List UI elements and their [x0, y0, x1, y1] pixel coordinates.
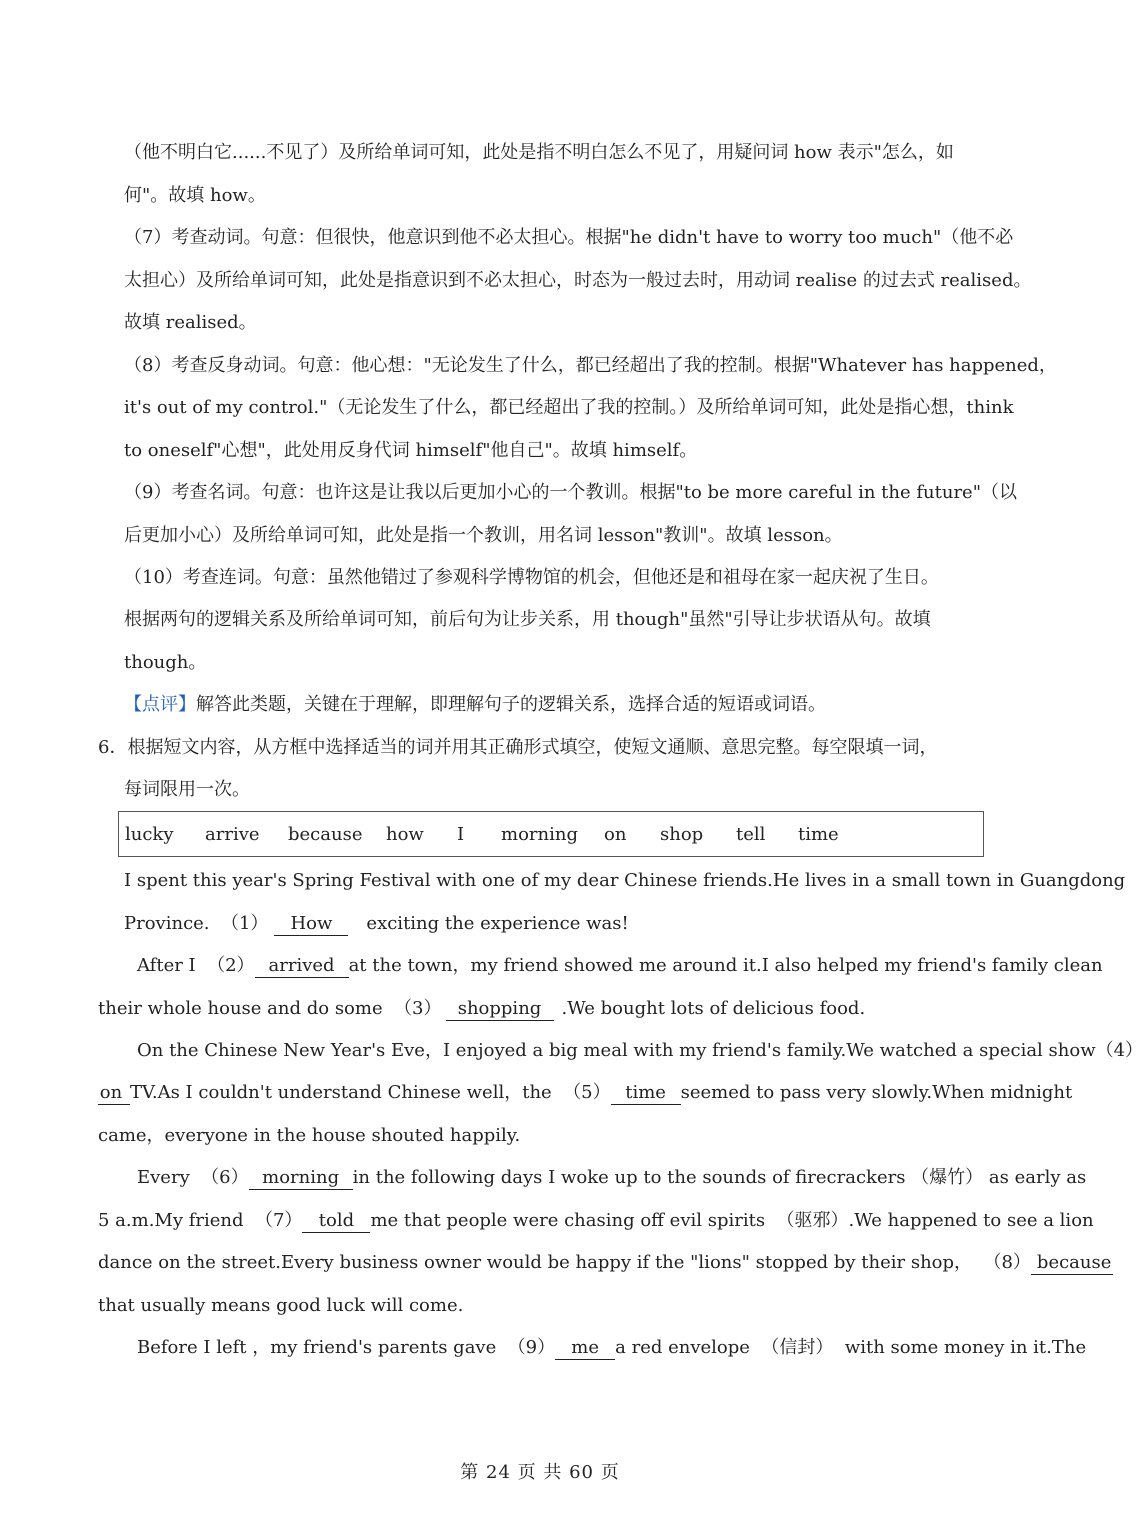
passage-line [98, 1124, 986, 1148]
text: at the town，my friend showed me around it.I also helped my friend's family clean [348, 955, 1103, 976]
text: Province. （1） [124, 913, 269, 934]
explanation-line [124, 311, 986, 335]
passage-line [124, 912, 986, 936]
answer-blank-7: told [302, 1210, 370, 1233]
comment-text: 解答此类题，关键在于理解，即理解句子的逻辑关系，选择合适的短语或词语。 [196, 694, 826, 715]
text: Before I left ，my friend's parents gave （9） [137, 1337, 556, 1358]
explanation-line [124, 269, 1032, 293]
passage-line [124, 869, 1126, 893]
answer-blank-4: on [98, 1082, 130, 1105]
page-number: 第 24 页 共 60 页 [460, 1462, 620, 1483]
text: though。 [124, 652, 207, 673]
text: （7）考查动词。句意：但很快，他意识到他不必太担心。根据"he didn't have to worry too much"（他不必 [124, 227, 1014, 248]
text: me that people were chasing off evil spirits （驱邪）.We happened to see a lion [370, 1210, 1094, 1231]
word-bank-item: time [798, 823, 839, 845]
passage-line [137, 1039, 1143, 1063]
text: 太担心）及所给单词可知，此处是指意识到不必太担心，时态为一般过去时，用动词 realise 的过去式 realised。 [124, 270, 1032, 291]
passage-line [137, 1336, 1087, 1360]
text: to oneself"心想"，此处用反身代词 himself"他自己"。故填 himself。 [124, 440, 698, 461]
text: TV.As I couldn't understand Chinese well，the （5） [130, 1082, 611, 1103]
text: it's out of my control."（无论发生了什么，都已经超出了我的控制。）及所给单词可知，此处是指心想，think [124, 397, 1014, 418]
answer-blank-2: arrived [255, 955, 349, 978]
explanation-line [124, 184, 986, 208]
word-bank-item: I [457, 823, 465, 845]
word-bank-item: because [288, 823, 363, 845]
passage-line [98, 1081, 1073, 1105]
text: 每词限用一次。 [124, 779, 250, 800]
text: On the Chinese New Year's Eve，I enjoyed a big meal with my friend's family.We watched a special show（4） [137, 1040, 1143, 1061]
explanation-line [124, 439, 986, 463]
explanation-line [124, 651, 986, 675]
text: （9）考查名词。句意：也许这是让我以后更加小心的一个教训。根据"to be more careful in the future"（以 [124, 482, 1017, 503]
text: .We bought lots of delicious food. [561, 998, 866, 1019]
answer-blank-9: me [555, 1337, 615, 1360]
text: came，everyone in the house shouted happily. [98, 1125, 521, 1146]
text: 何"。故填 how。 [124, 185, 266, 206]
text: I spent this year's Spring Festival with one of my dear Chinese friends.He lives in a small town in Guangdong [124, 870, 1126, 891]
explanation-line [124, 354, 1057, 378]
word-bank-item: morning [501, 823, 578, 845]
text: Every （6） [137, 1167, 249, 1188]
text: 故填 realised。 [124, 312, 257, 333]
word-bank [118, 811, 984, 857]
text: （10）考查连词。句意：虽然他错过了参观科学博物馆的机会，但他还是和祖母在家一起庆祝了生日。 [124, 567, 939, 588]
question-instruction [124, 778, 986, 802]
text: seemed to pass very slowly.When midnight [680, 1082, 1073, 1103]
word-bank-item: on [604, 823, 627, 845]
explanation-line [124, 608, 986, 632]
answer-blank-8: because [1031, 1252, 1113, 1275]
explanation-line [124, 141, 986, 165]
answer-blank-5: time [611, 1082, 681, 1105]
word-bank-item: shop [660, 823, 704, 845]
word-bank-item: lucky [125, 823, 174, 845]
text: dance on the street.Every business owner would be happy if the "lions" stopped by their shop， （8） [98, 1252, 1031, 1273]
passage-line [137, 954, 1103, 978]
answer-blank-1: How [274, 913, 348, 936]
passage-line [98, 1294, 986, 1318]
text: 6．根据短文内容，从方框中选择适当的词并用其正确形式填空，使短文通顺、意思完整。每空限填一词， [98, 737, 938, 758]
text: （8）考查反身动词。句意：他心想："无论发生了什么，都已经超出了我的控制。根据"Whatever has happened， [124, 355, 1057, 376]
text: a red envelope （信封） with some money in it.The [615, 1337, 1087, 1358]
word-bank-item: how [386, 823, 424, 845]
comment-line [124, 693, 986, 717]
text: 后更加小心）及所给单词可知，此处是指一个教训，用名词 lesson"教训"。故填 lesson。 [124, 525, 843, 546]
text: 5 a.m.My friend （7） [98, 1210, 303, 1231]
question-instruction [98, 736, 986, 760]
passage-line [98, 1209, 1094, 1233]
explanation-line [124, 524, 986, 548]
comment-tag: 【点评】 [124, 694, 196, 715]
answer-blank-6: morning [249, 1167, 353, 1190]
text: exciting the experience was! [366, 913, 629, 934]
text: 根据两句的逻辑关系及所给单词可知，前后句为让步关系，用 though"虽然"引导让步状语从句。故填 [124, 609, 931, 630]
passage-line [137, 1166, 1087, 1190]
text: their whole house and do some （3） [98, 998, 442, 1019]
answer-blank-3: shopping [446, 998, 554, 1021]
explanation-line [124, 566, 986, 590]
word-bank-item: tell [736, 823, 766, 845]
text: that usually means good luck will come. [98, 1295, 464, 1316]
explanation-line [124, 226, 1014, 250]
explanation-line [124, 481, 1017, 505]
explanation-line [124, 396, 1014, 420]
passage-line [98, 1251, 1112, 1275]
text: （他不明白它......不见了）及所给单词可知，此处是指不明白怎么不见了，用疑问词 how 表示"怎么，如 [124, 142, 954, 163]
word-bank-item: arrive [205, 823, 260, 845]
text: After I （2） [137, 955, 255, 976]
passage-line [98, 997, 986, 1021]
text: in the following days I woke up to the sounds of firecrackers （爆竹） as early as [352, 1167, 1087, 1188]
